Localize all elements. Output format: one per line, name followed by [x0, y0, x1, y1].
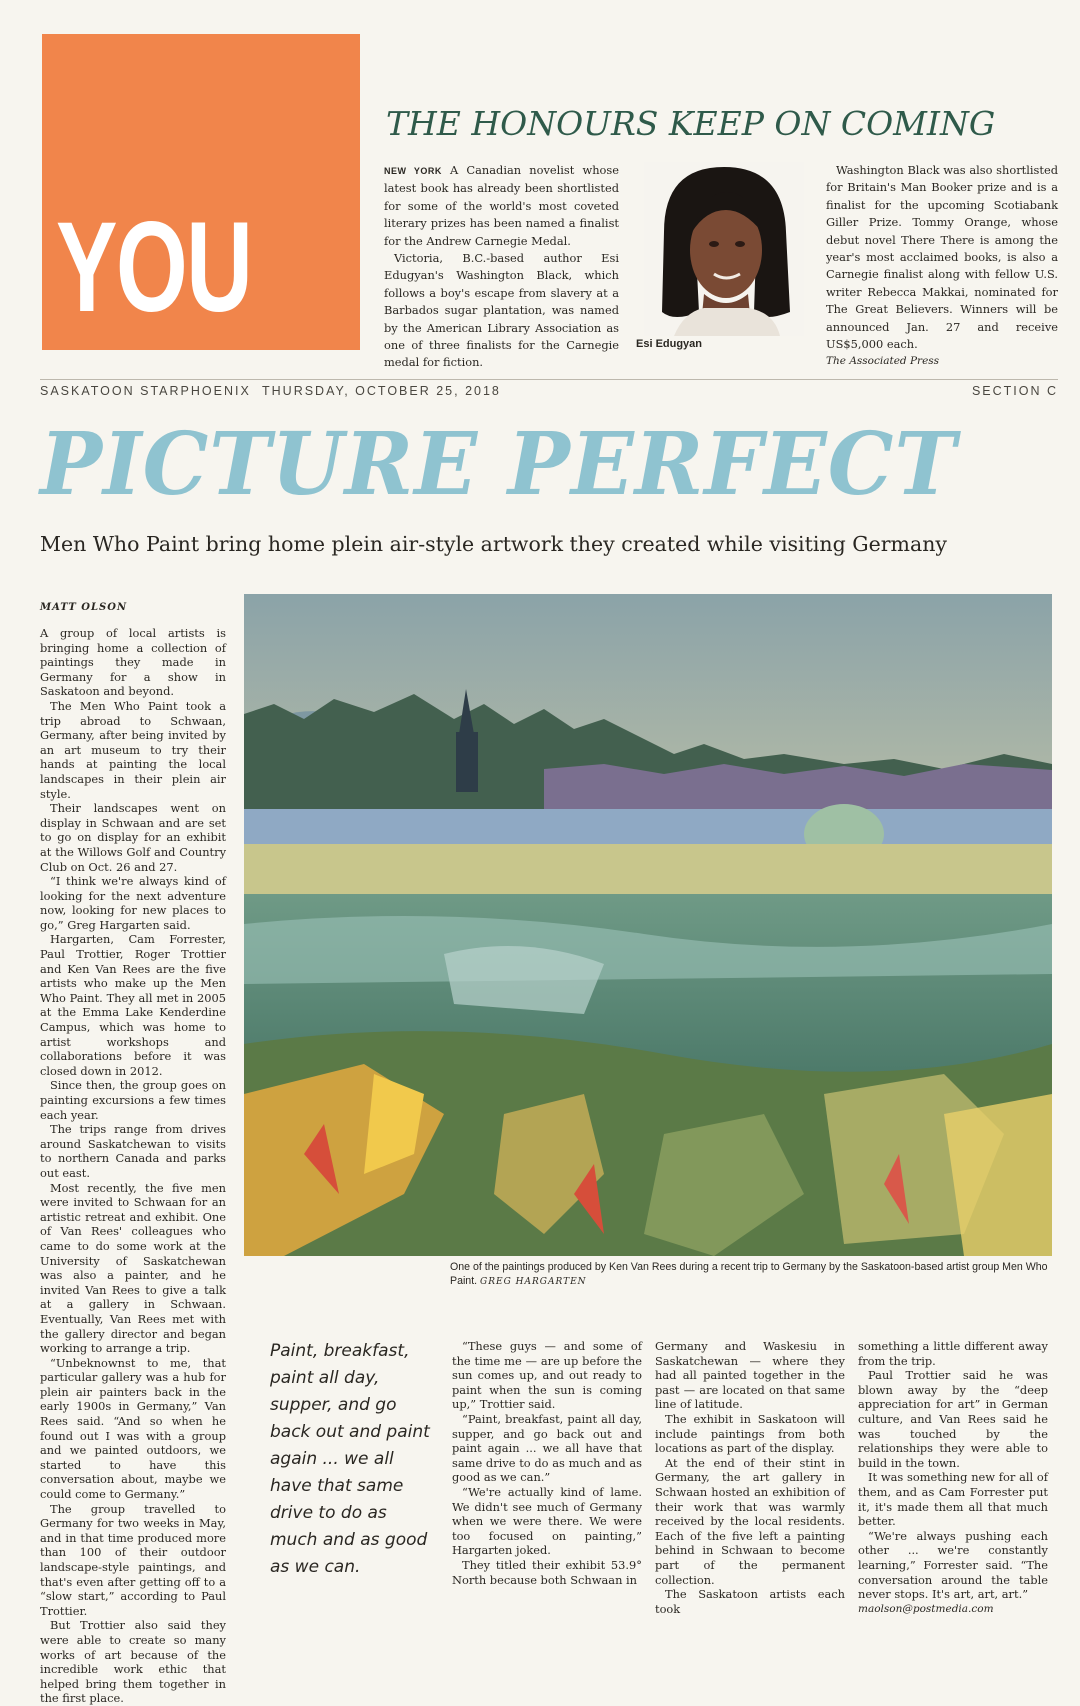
- paragraph: “We're actually kind of lame. We didn't see much of Germany when we were there. We were too focused on painting,” Hargarten joked.: [452, 1484, 642, 1558]
- masthead: [40, 379, 1058, 402]
- brief-headline: THE HONOURS KEEP ON COMING: [386, 104, 996, 143]
- photo-credit: GREG HARGARTEN: [480, 1277, 587, 1287]
- brief-column-1: [384, 162, 619, 372]
- article-dek: Men Who Paint bring home plein air-style artwork they created while visiting Germany: [40, 532, 947, 556]
- paragraph: At the end of their stint in Germany, the art gallery in Schwaan hosted an exhibition of their work that was warmly received by the local residents. Each of the five left a painting behind in Schwaan to become part of the permanent collection.: [655, 1455, 845, 1587]
- paragraph: The group travelled to Germany for two weeks in May, and in that time produced more than 100 of their outdoor landscape-style paintings, and that's even after getting off to a “slow start,” according to Paul Trottier.: [40, 1501, 226, 1618]
- paragraph: “Paint, breakfast, paint all day, supper, and go back out and paint again ... we all have that same drive to do as much and as good as we can.”: [452, 1411, 642, 1485]
- author-photo-caption: Esi Edugyan: [636, 338, 703, 350]
- paragraph: something a little different away from the trip.: [858, 1339, 1048, 1368]
- brief-column-2: [826, 162, 1058, 371]
- paragraph: Germany and Waskesiu in Saskatchewan — where they had all painted together in the past — are located on that same line of latitude.: [655, 1339, 845, 1412]
- paragraph: “I think we're always kind of looking for the next adventure now, looking for new places to go,” Greg Hargarten said.: [40, 874, 226, 932]
- article-column-3: [452, 1339, 642, 1587]
- brief-paragraph: [384, 162, 619, 250]
- paragraph: They titled their exhibit 53.9° North because both Schwaan in: [452, 1557, 642, 1587]
- paragraph: The Men Who Paint took a trip abroad to Schwaan, Germany, after being invited by an art museum to try their hands at painting the local landscapes in their plein air style.: [40, 698, 226, 801]
- paragraph: Most recently, the five men were invited to Schwaan for an artistic retreat and exhibit. One of Van Rees' colleagues who came to do some work at the University of Saskatchewan was also a painter, and he invited Van Rees to give a talk at a gallery in Schwaan. Eventually, Van Rees met with the gallery director and began working to arrange a trip.: [40, 1180, 226, 1356]
- brief-credit: The Associated Press: [826, 355, 940, 368]
- paragraph: Hargarten, Cam Forrester, Paul Trottier, Roger Trottier and Ken Van Rees are the five artists who make up the Men Who Paint. They all met in 2005 at the Emma Lake Kenderdine Campus, which was home to artist workshops and collaborations before it was closed down in 2012.: [40, 932, 226, 1078]
- article-column-1: [40, 626, 226, 1706]
- article-title: PICTURE PERFECT: [40, 414, 957, 515]
- paragraph: It was something new for all of them, and as Cam Forrester put it, it's made them all that much better.: [858, 1470, 1048, 1529]
- paragraph: Paul Trottier said he was blown away by the “deep appreciation for art” in German culture, and Van Rees said he was touched by the relationships they were able to build in the town.: [858, 1368, 1048, 1470]
- section-label: SECTION C: [971, 384, 1058, 398]
- article-column-5: [858, 1339, 1048, 1616]
- photo-caption-text: One of the paintings produced by Ken Van Rees during a recent trip to Germany by the Saskatoon-based artist group Men Who Paint.: [450, 1261, 1048, 1287]
- section-tag-box: [42, 34, 360, 350]
- author-email: maolson@postmedia.com: [858, 1602, 994, 1615]
- brief-text: A Canadian novelist whose latest book has already been shortlisted for some of the world's most coveted literary prizes has been named a finalist for the Andrew Carnegie Medal.: [384, 163, 619, 248]
- dateline: NEW YORK: [384, 166, 442, 176]
- paragraph: Their landscapes went on display in Schwaan and are set to go on display for an exhibit at the Willows Golf and Country Club on Oct. 26 and 27.: [40, 801, 226, 874]
- landscape-painting: [244, 594, 1052, 1256]
- paragraph: The Saskatoon artists each took: [655, 1587, 845, 1616]
- byline: MATT OLSON: [40, 602, 128, 613]
- article-column-4: [655, 1339, 845, 1616]
- section-tag: YOU: [56, 196, 252, 339]
- paragraph: “These guys — and some of the time me — are up before the sun comes up, and out ready to paint when the sun is coming up,” Trottier said.: [452, 1339, 642, 1412]
- paragraph: “We're always pushing each other ... we're constantly learning,” Forrester said. “The conversation around the table never stops. It's art, art, art.”: [858, 1528, 1048, 1602]
- brief-paragraph: Washington Black was also shortlisted for Britain's Man Booker prize and is a finalist for the upcoming Scotiabank Giller Prize. Tommy Orange, whose debut novel There There is among the year's most acclaimed books, is also a Carnegie finalist along with fellow U.S. writer Rebecca Makkai, nominated for The Great Believers. Winners will be announced Jan. 27 and receive US$5,000 each.: [826, 163, 1058, 352]
- paper-name: SASKATOON STARPHOENIX: [40, 384, 251, 398]
- pull-quote: Paint, breakfast, paint all day, supper, and go back out and paint again ... we all have that same drive to do as much and as good as we can.: [270, 1341, 430, 1577]
- paragraph: But Trottier also said they were able to create so many works of art because of the incredible work ethic that helped bring them together in the first place.: [40, 1618, 226, 1706]
- paragraph: The exhibit in Saskatoon will include paintings from both locations as part of the display.: [655, 1411, 845, 1456]
- paragraph: Since then, the group goes on painting excursions a few times each year.: [40, 1078, 226, 1122]
- author-photo: [644, 162, 804, 336]
- brief-paragraph: Victoria, B.C.-based author Esi Edugyan's Washington Black, which follows a boy's escape from slavery at a Barbados sugar plantation, was named by the American Library Association as one of three finalists for the Carnegie medal for fiction.: [384, 251, 619, 370]
- paragraph: “Unbeknownst to me, that particular gallery was a hub for plein air painters back in the early 1900s in Germany,” Van Rees said. “And so when he found out I was with a group and we painted outdoors, we started to have this conversation about, maybe we could come to Germany.”: [40, 1355, 226, 1502]
- paragraph: The trips range from drives around Saskatchewan to visits to northern Canada and parks out east.: [40, 1122, 226, 1180]
- paragraph: A group of local artists is bringing home a collection of paintings they made in Germany for a show in Saskatoon and beyond.: [40, 626, 226, 699]
- photo-caption: [450, 1260, 1050, 1289]
- issue-date: THURSDAY, OCTOBER 25, 2018: [262, 384, 501, 398]
